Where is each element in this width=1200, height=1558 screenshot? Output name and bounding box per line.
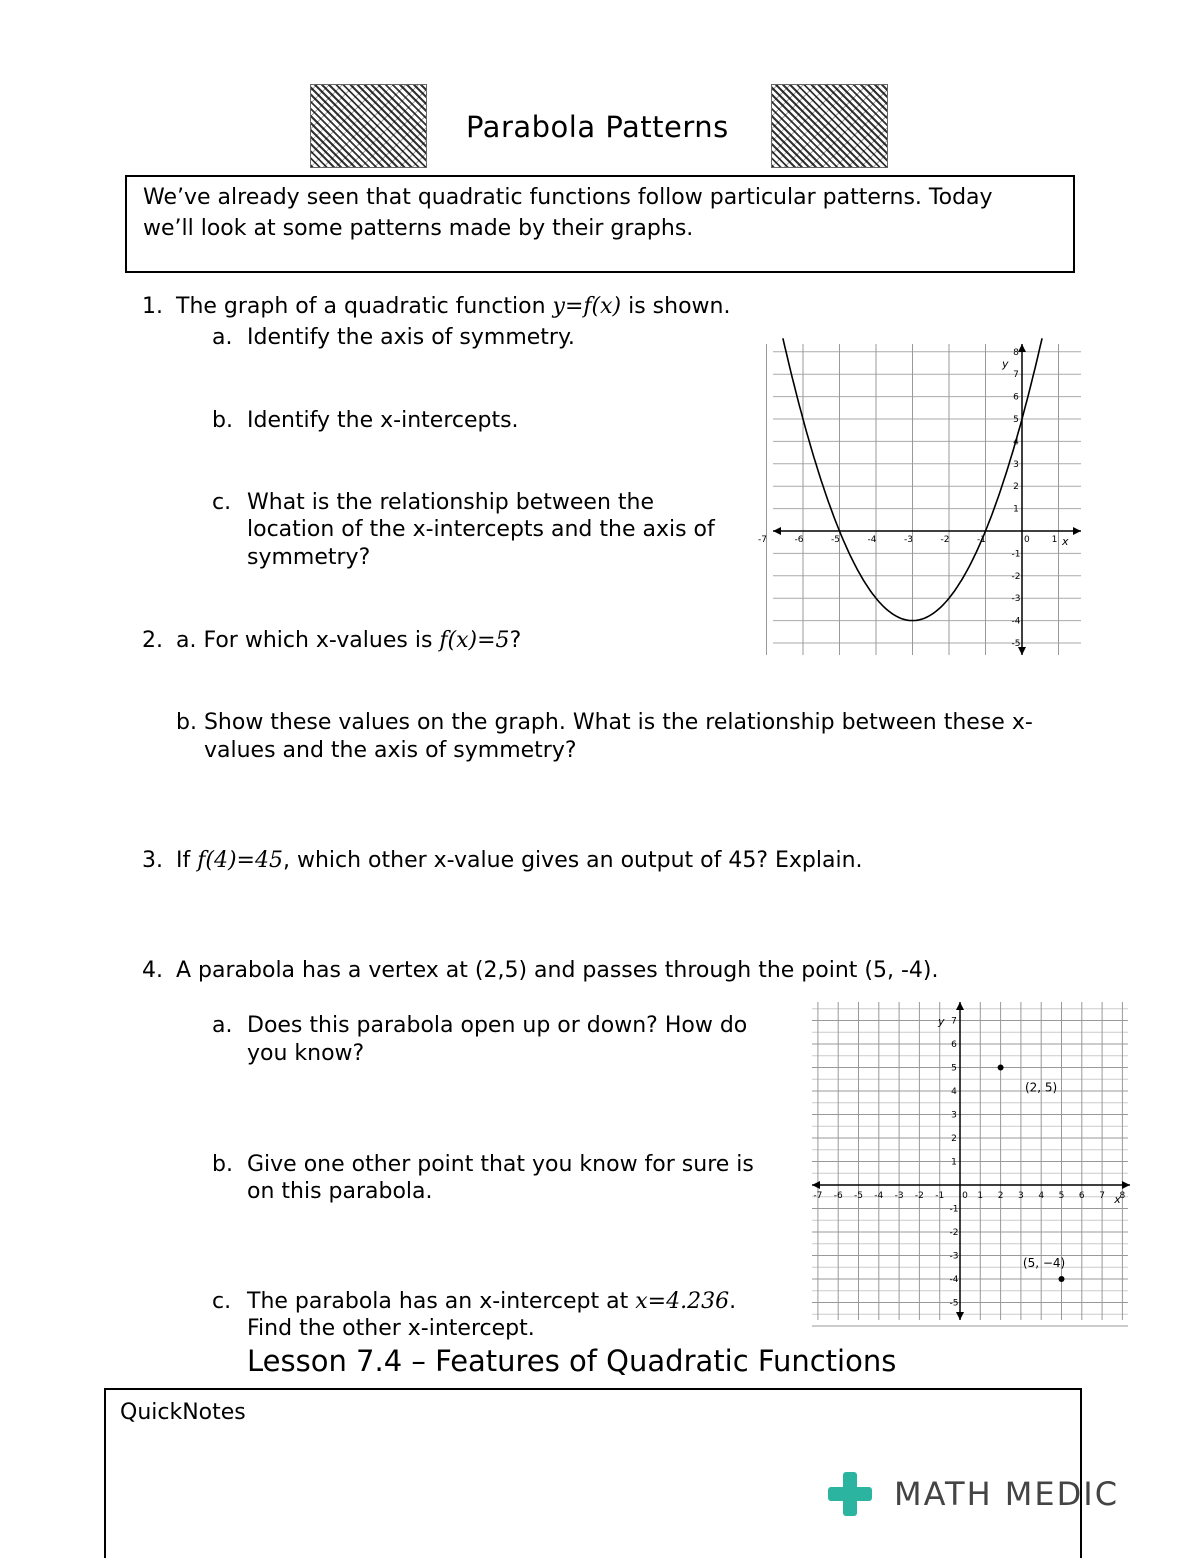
y-tick-label: 5	[951, 1063, 957, 1074]
y-axis-label: y	[938, 1015, 945, 1029]
y-tick-label: 7	[1013, 370, 1019, 381]
y-tick-label: -5	[1011, 639, 1021, 649]
point-through	[1059, 1276, 1065, 1282]
page-title: Parabola Patterns	[466, 110, 729, 144]
q4c-label: c.	[212, 1289, 232, 1314]
x-axis-arrow-right	[1122, 1181, 1130, 1189]
q4-stem: A parabola has a vertex at (2,5) and passes through the point (5, -4).	[176, 958, 939, 983]
x-tick-label: -6	[833, 1191, 843, 1201]
x-tick-label: -4	[867, 535, 877, 545]
math-medic-logo	[826, 1470, 1126, 1520]
intro-line-1: We’ve already seen that quadratic functions follow particular patterns. Today	[143, 185, 993, 210]
x-tick-label: -1	[977, 535, 986, 545]
q2a-post: ?	[509, 628, 522, 653]
x-tick-label: -7	[758, 535, 767, 545]
intro-line-2: we’ll look at some patterns made by their graphs.	[143, 216, 694, 241]
x-axis-label: x	[1114, 1193, 1121, 1206]
q4c-post: .	[729, 1289, 737, 1314]
q3-text	[176, 847, 863, 875]
q3-post: , which other x-value gives an output of 45? Explain.	[282, 848, 863, 873]
q1c-line-1: What is the relationship between the	[247, 490, 654, 515]
point-vertex	[998, 1065, 1004, 1071]
q3-pre: If	[176, 848, 198, 873]
x-tick-label: 1	[1051, 535, 1058, 545]
q4c-line-2: Find the other x-intercept.	[247, 1316, 535, 1341]
q2b-line-2: values and the axis of symmetry?	[204, 738, 577, 763]
y-tick-label: 6	[1013, 392, 1019, 403]
q4a-line-2: you know?	[247, 1041, 365, 1066]
y-tick-label: 4	[951, 1087, 957, 1097]
y-tick-label: -3	[949, 1251, 959, 1262]
quicknotes-label: QuickNotes	[120, 1400, 246, 1425]
q1-stem-post: is shown.	[621, 294, 731, 319]
x-tick-label: -3	[894, 1191, 904, 1201]
x-tick-label: -6	[794, 535, 804, 545]
y-tick-label: 3	[951, 1110, 957, 1121]
y-axis-label: y	[1002, 357, 1009, 371]
x-tick-label: 7	[1099, 1191, 1105, 1201]
y-tick-label: -5	[949, 1298, 959, 1309]
x-tick-label: -5	[854, 1191, 863, 1201]
q1c-label: c.	[212, 490, 232, 515]
y-tick-label: -1	[1011, 549, 1021, 560]
q4b-label: b.	[212, 1152, 233, 1177]
q3-math: f(4)=45	[197, 848, 283, 873]
q4b-line-2: on this parabola.	[247, 1179, 433, 1204]
q4b-line-1: Give one other point that you know for sure is	[247, 1152, 754, 1177]
y-tick-label: 1	[951, 1157, 957, 1168]
y-axis-arrow-up	[956, 1002, 964, 1010]
x-tick-label: 4	[1038, 1191, 1045, 1201]
x-tick-label: -1	[935, 1191, 945, 1201]
q4a-line-1: Does this parabola open up or down? How do	[247, 1013, 748, 1038]
q2b-line-1: b. Show these values on the graph. What is the relationship between these x-	[176, 710, 1033, 735]
left-pattern-image	[310, 84, 427, 168]
y-tick-label: 2	[951, 1134, 957, 1144]
x-tick-label: -5	[831, 535, 840, 545]
q1-stem-pre: The graph of a quadratic function	[176, 294, 553, 319]
q2-number: 2.	[142, 628, 163, 653]
y-tick-label: 7	[951, 1016, 957, 1027]
brand-name: MATH MEDIC	[894, 1475, 1120, 1513]
y-tick-label: 4	[1013, 437, 1019, 448]
point-through-label: (5, −4)	[1022, 1256, 1066, 1270]
q1a-text: Identify the axis of symmetry.	[247, 325, 575, 350]
y-axis-arrow-up	[1018, 344, 1026, 352]
x-tick-label: -7	[813, 1191, 823, 1201]
x-tick-label: -2	[940, 535, 950, 545]
x-axis-label: x	[1062, 535, 1069, 548]
q3-number: 3.	[142, 848, 163, 873]
intro-box	[125, 175, 1075, 273]
x-tick-label: 2	[997, 1191, 1004, 1201]
q1b-text: Identify the x-intercepts.	[247, 408, 519, 433]
q4-number: 4.	[142, 958, 163, 983]
y-tick-label: 1	[1013, 504, 1019, 515]
x-tick-label: 5	[1058, 1191, 1065, 1201]
q4c-math: x=4.236	[635, 1289, 730, 1314]
x-axis-arrow-right	[1073, 527, 1081, 535]
q1-number: 1.	[142, 294, 163, 319]
x-tick-label: -4	[874, 1191, 884, 1201]
y-tick-label: -2	[949, 1228, 959, 1238]
x-tick-label: 6	[1078, 1191, 1085, 1201]
x-tick-label: -3	[904, 535, 913, 545]
q2a-text	[176, 627, 521, 655]
right-pattern-image	[771, 84, 888, 168]
y-tick-label: 5	[1013, 415, 1019, 425]
q1c-line-2: location of the x-intercepts and the axis of	[247, 517, 715, 542]
y-tick-label: 3	[1013, 459, 1019, 470]
q1c-line-3: symmetry?	[247, 545, 371, 570]
lesson-title: Lesson 7.4 – Features of Quadratic Functions	[247, 1344, 897, 1378]
y-tick-label: 2	[1013, 482, 1019, 493]
q2a-math: f(x)=5	[439, 628, 510, 653]
x-tick-label: 3	[1018, 1191, 1024, 1201]
graph-1	[758, 340, 1088, 660]
x-tick-label: 0	[1024, 535, 1030, 545]
y-axis-arrow-down	[956, 1312, 964, 1320]
x-tick-label: 8	[1119, 1191, 1126, 1201]
x-tick-label: -2	[914, 1191, 924, 1201]
x-tick-label: 1	[977, 1191, 984, 1201]
q4a-label: a.	[212, 1013, 233, 1038]
q1-stem	[176, 293, 730, 321]
q2a-pre: a. For which x-values is	[176, 628, 440, 653]
y-tick-label: -1	[949, 1204, 959, 1215]
y-tick-label: -2	[1011, 571, 1021, 582]
y-tick-label: -4	[1011, 616, 1021, 627]
x-axis-arrow-left	[812, 1181, 820, 1189]
y-tick-label: -3	[1011, 594, 1021, 605]
y-tick-label: 8	[1013, 347, 1019, 358]
q1b-label: b.	[212, 408, 233, 433]
x-tick-label: 0	[962, 1191, 968, 1201]
graph-2	[808, 998, 1133, 1323]
y-tick-label: 6	[951, 1040, 957, 1050]
point-vertex-label: (2, 5)	[1024, 1080, 1058, 1095]
q1-stem-math: y=f(x)	[552, 294, 622, 319]
x-axis-arrow-left	[773, 527, 781, 535]
q1a-label: a.	[212, 325, 233, 350]
q4c-line-1	[247, 1288, 736, 1316]
plus-icon	[826, 1470, 874, 1518]
q4c-pre: The parabola has an x-intercept at	[247, 1289, 636, 1314]
y-tick-label: -4	[949, 1275, 959, 1285]
